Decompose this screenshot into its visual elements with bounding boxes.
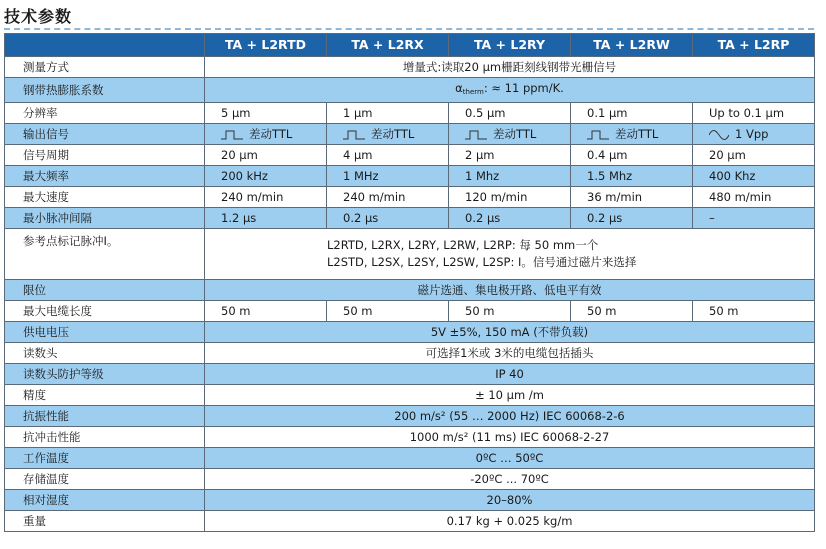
- row-value: [205, 78, 815, 103]
- thermal-value: : ≈ 11 ppm/K.: [483, 81, 564, 95]
- cell-value: 1.5 Mhz: [571, 166, 693, 187]
- cell-value: 120 m/min: [449, 187, 571, 208]
- table-row: [5, 208, 815, 229]
- row-label: 测量方式: [5, 57, 205, 78]
- page-title: 技术参数: [4, 7, 73, 26]
- cell-value: 0.2 μs: [327, 208, 449, 229]
- table-row: [5, 364, 815, 385]
- row-label: 读数头防护等级: [5, 364, 205, 385]
- alpha-symbol: α: [455, 81, 463, 95]
- cell-value: 240 m/min: [327, 187, 449, 208]
- row-value: 增量式:读取20 μm栅距刻线钢带光栅信号: [205, 57, 815, 78]
- row-value: IP 40: [205, 364, 815, 385]
- cell-value: 50 m: [449, 301, 571, 322]
- cell-value: 50 m: [571, 301, 693, 322]
- row-label: 精度: [5, 385, 205, 406]
- cell-value: [449, 124, 571, 145]
- row-value: 1000 m/s² (11 ms) IEC 60068-2-27: [205, 427, 815, 448]
- row-value: 0.17 kg + 0.025 kg/m: [205, 511, 815, 532]
- row-value: -20ºC ... 70ºC: [205, 469, 815, 490]
- cell-value: 400 Khz: [693, 166, 815, 187]
- row-label: 抗振性能: [5, 406, 205, 427]
- table-row: [5, 343, 815, 364]
- table-row: [5, 166, 815, 187]
- cell-value: 0.4 μm: [571, 145, 693, 166]
- cell-value: [327, 124, 449, 145]
- cell-value: 240 m/min: [205, 187, 327, 208]
- spec-table: [4, 33, 815, 532]
- row-value: 5V ±5%, 150 mA (不带负载): [205, 322, 815, 343]
- column-header: TA + L2RTD: [205, 34, 327, 57]
- cell-value: [571, 124, 693, 145]
- square-wave-icon: [587, 130, 609, 140]
- row-label: 输出信号: [5, 124, 205, 145]
- row-value: 0ºC … 50ºC: [205, 448, 815, 469]
- cell-value: 0.2 μs: [571, 208, 693, 229]
- table-row: [5, 322, 815, 343]
- square-wave-icon: [465, 130, 487, 140]
- cell-value: [205, 124, 327, 145]
- row-label: 参考点标记脉冲I。: [5, 229, 205, 280]
- reference-line-2: L2STD, L2SX, L2SY, L2SW, L2SP: I。信号通过磁片来选择: [327, 255, 637, 269]
- cell-value: 50 m: [693, 301, 815, 322]
- table-row: [5, 469, 815, 490]
- table-row: [5, 57, 815, 78]
- table-row: [5, 78, 815, 103]
- row-value: 可选择1米或 3米的电缆包括插头: [205, 343, 815, 364]
- row-label: 分辨率: [5, 103, 205, 124]
- cell-value: 20 μm: [693, 145, 815, 166]
- reference-line-1: L2RTD, L2RX, L2RY, L2RW, L2RP: 每 50 mm一个: [327, 238, 599, 252]
- table-row: [5, 124, 815, 145]
- cell-value: [693, 124, 815, 145]
- square-wave-icon: [343, 130, 365, 140]
- row-label: 最小脉冲间隔: [5, 208, 205, 229]
- cell-value: 0.2 μs: [449, 208, 571, 229]
- row-label: 最大频率: [5, 166, 205, 187]
- row-value: 磁片选通、集电极开路、低电平有效: [205, 280, 815, 301]
- cell-value: 20 μm: [205, 145, 327, 166]
- cell-value: 50 m: [205, 301, 327, 322]
- output-text: 1 Vpp: [735, 127, 769, 141]
- header-corner-cell: [5, 34, 205, 57]
- row-label: 重量: [5, 511, 205, 532]
- row-label: 工作温度: [5, 448, 205, 469]
- table-header-row: [5, 34, 815, 57]
- output-text: 差动TTL: [493, 127, 537, 141]
- row-label: 存储温度: [5, 469, 205, 490]
- output-text: 差动TTL: [249, 127, 293, 141]
- table-row: [5, 511, 815, 532]
- cell-value: 50 m: [327, 301, 449, 322]
- row-value: 200 m/s² (55 … 2000 Hz) IEC 60068-2-6: [205, 406, 815, 427]
- table-row: [5, 229, 815, 280]
- row-value: 20–80%: [205, 490, 815, 511]
- cell-value: 1 Mhz: [449, 166, 571, 187]
- cell-value: 1 MHz: [327, 166, 449, 187]
- cell-value: 0.1 μm: [571, 103, 693, 124]
- row-value: [205, 229, 815, 280]
- cell-value: 0.5 μm: [449, 103, 571, 124]
- square-wave-icon: [221, 130, 243, 140]
- table-row: [5, 280, 815, 301]
- cell-value: 480 m/min: [693, 187, 815, 208]
- cell-value: 2 μm: [449, 145, 571, 166]
- cell-value: 200 kHz: [205, 166, 327, 187]
- cell-value: 36 m/min: [571, 187, 693, 208]
- column-header: TA + L2RP: [693, 34, 815, 57]
- alpha-subscript: therm: [462, 88, 484, 96]
- table-row: [5, 427, 815, 448]
- row-label: 钢带热膨胀系数: [5, 78, 205, 103]
- table-row: [5, 145, 815, 166]
- row-label: 最大速度: [5, 187, 205, 208]
- row-label: 信号周期: [5, 145, 205, 166]
- cell-value: –: [693, 208, 815, 229]
- row-label: 读数头: [5, 343, 205, 364]
- row-label: 限位: [5, 280, 205, 301]
- table-row: [5, 187, 815, 208]
- table-row: [5, 490, 815, 511]
- table-row: [5, 385, 815, 406]
- table-row: [5, 406, 815, 427]
- row-label: 供电电压: [5, 322, 205, 343]
- column-header: TA + L2RY: [449, 34, 571, 57]
- row-label: 最大电缆长度: [5, 301, 205, 322]
- column-header: TA + L2RW: [571, 34, 693, 57]
- row-value: ± 10 μm /m: [205, 385, 815, 406]
- column-header: TA + L2RX: [327, 34, 449, 57]
- table-row: [5, 448, 815, 469]
- cell-value: 5 μm: [205, 103, 327, 124]
- cell-value: Up to 0.1 μm: [693, 103, 815, 124]
- sine-wave-icon: [709, 130, 729, 140]
- output-text: 差动TTL: [615, 127, 659, 141]
- row-label: 相对湿度: [5, 490, 205, 511]
- row-label: 抗冲击性能: [5, 427, 205, 448]
- table-row: [5, 103, 815, 124]
- cell-value: 4 μm: [327, 145, 449, 166]
- title-divider: [4, 28, 814, 30]
- cell-value: 1.2 μs: [205, 208, 327, 229]
- table-row: [5, 301, 815, 322]
- cell-value: 1 μm: [327, 103, 449, 124]
- output-text: 差动TTL: [371, 127, 415, 141]
